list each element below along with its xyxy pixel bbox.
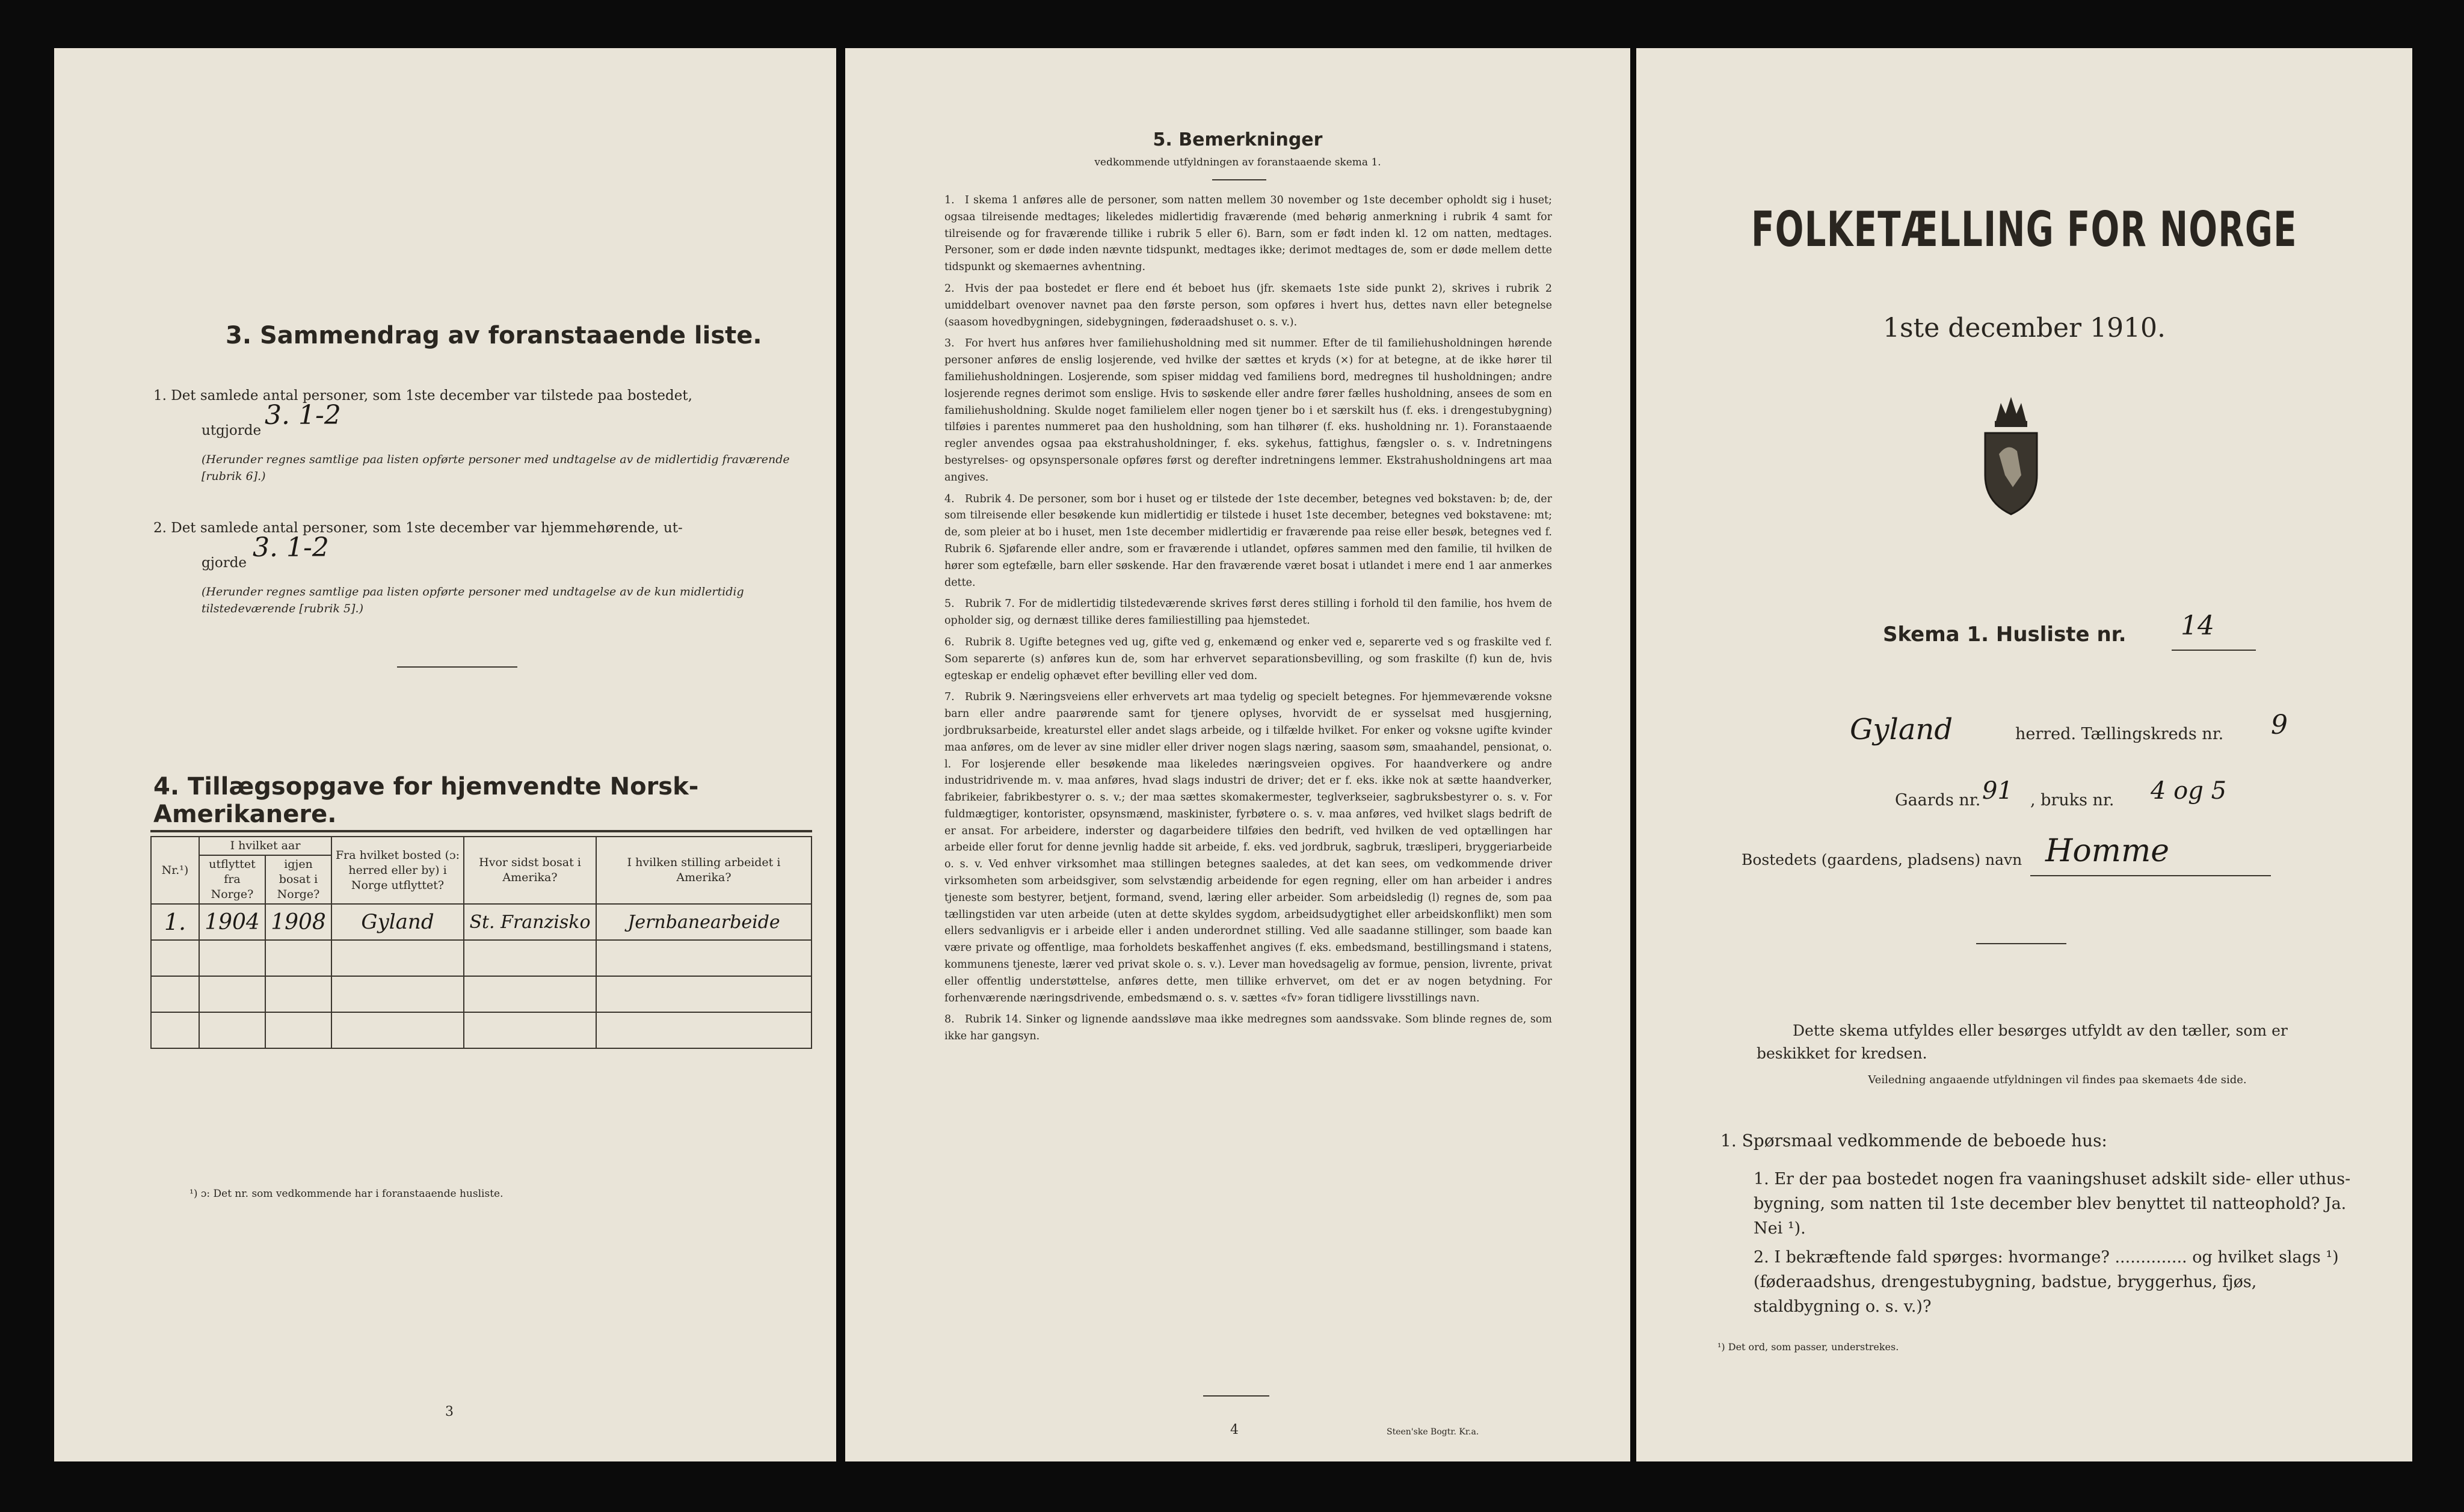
cell-returned: 1908 xyxy=(265,904,331,940)
intro-note: Veiledning angaaende utfyldningen vil findes paa skemaets 4de side. xyxy=(1868,1074,2247,1086)
remark-text: For hvert hus anføres hver familiehusholdning med sit nummer. Efter de til familiehusholdningen hørende personer anføres de enslig losjerende, ved hvilke der sættes et kryds (×) for at betegne, at de ikke hører til familiehusholdningen. Losjerende, som spiser middag ved familiens bord, medregnes til husholdningen; andre losjerende regnes derimot som enslige. Hvis to søskende eller andre fører fælles husholdning, ansees de som en familiehusholdning. Skulde noget familielem eller nogen tjener bo i et særskilt hus (f. eks. i drengestubygning) tilføies i parentes nummeret paa den husholdning, som han tilhører (f. eks. husholdning nr. 1). Foranstaaende regler anvendes ogsaa paa ekstrahusholdninger, f. eks. sykehus, fattighus, fængsler o. s. v. Indretningens bestyrelses- og opsynspersonale opføres først og derefter indretningens lemmer. Ekstrahusholdningens art maa angives. xyxy=(944,337,1552,484)
remark-text: I skema 1 anføres alle de personer, som natten mellem 30 november og 1ste december opholdt sig i huset; ogsaa tilreisende medtages; likeledes midlertidig fraværende (med behørig anmerkning i rubrik 4 samt for tilreisende og for fraværende tillike i rubrik 5 eller 6). Barn, som er født inden kl. 12 om natten, medtages. Personer, som er døde inden nævnte tidspunkt, medtages ikke; derimot medtages de, som er døde mellem dette tidspunkt og skemaernes avhentning. xyxy=(944,194,1552,274)
remark-paragraph xyxy=(944,596,1552,630)
remark-paragraph xyxy=(944,336,1552,486)
bosted-line xyxy=(2030,875,2271,876)
col-position: I hvilken stilling arbeidet i Amerika? xyxy=(596,837,812,904)
main-title: FOLKETÆLLING FOR NORGE xyxy=(1751,201,2297,257)
remark-paragraph xyxy=(944,689,1552,1007)
cell-position: Jernbanearbeide xyxy=(596,904,812,940)
col-from-where: Fra hvilket bosted (ɔ: herred eller by) i Norge utflyttet? xyxy=(331,837,464,904)
remark-number: 8. xyxy=(944,1013,955,1026)
remark-number: 3. xyxy=(944,337,955,350)
herred-value: Gyland xyxy=(1850,713,1953,746)
norsk-amerikanere-table xyxy=(150,836,812,1049)
cell-nr: 1. xyxy=(151,904,199,940)
page-middle xyxy=(845,48,1630,1461)
remark-text: Rubrik 4. De personer, som bor i huset og er tilstede der 1ste december, betegnes ved bokstaven: b; de, der som tilreisende eller besøkende kun midlertidig er tilstede i huset 1ste december, betegnes ved bokstavene: mt; de, som pleier at bo i huset, men 1ste december midlertidig er fraværende paa reise eller besøk, betegnes ved f. Rubrik 6. Sjøfarende eller andre, som er fraværende i utlandet, opføres sammen med den familie, til hvilken de hører som egtefælle, barn eller søskende. Har den fraværende været bosat i utlandet i mere end 1 aar anmerkes dette. xyxy=(944,493,1552,589)
skema-label: Skema 1. Husliste nr. xyxy=(1883,622,2127,647)
page-number: 3 xyxy=(445,1404,454,1419)
remark-text: Hvis der paa bostedet er flere end ét beboet hus (jfr. skemaets 1ste side punkt 2), skrives i rubrik 2 umiddelbart ovenover navnet paa den første person, som opføres i hvert hus, dettes navn eller betegnelse (saasom hovedbygningen, sidebygningen, føderaadshuset o. s. v.). xyxy=(944,282,1552,328)
remark-number: 1. xyxy=(944,194,955,206)
cell-emigrated: 1904 xyxy=(199,904,265,940)
divider xyxy=(1976,943,2066,944)
remark-paragraph xyxy=(944,635,1552,684)
printer-credit: Steen'ske Bogtr. Kr.a. xyxy=(1387,1427,1479,1437)
remark-paragraph xyxy=(944,192,1552,276)
summary-item-2-value: 3. 1-2 xyxy=(253,532,329,563)
remark-number: 5. xyxy=(944,598,955,610)
page-right xyxy=(1636,48,2412,1461)
right-footnote: ¹) Det ord, som passer, understrekes. xyxy=(1717,1341,1899,1353)
bruks-nr: 4 og 5 xyxy=(2151,777,2227,805)
bruks-label: , bruks nr. xyxy=(2030,791,2114,810)
section-3-title: 3. Sammendrag av foranstaaende liste. xyxy=(226,322,762,349)
remark-number: 2. xyxy=(944,282,955,295)
gaards-nr: 91 xyxy=(1982,777,2013,805)
remark-paragraph xyxy=(944,281,1552,331)
remark-number: 4. xyxy=(944,493,955,505)
question-1-2: 2. I bekræftende fald spørges: hvormange? .............. og hvilket slags ¹) (føderaadshus, drengestubygning, badstue, bryggerhus, fjøs, staldbygning o. s. v.)? xyxy=(1754,1248,2339,1316)
question-1-title: 1. Spørsmaal vedkommende de beboede hus: xyxy=(1720,1131,2107,1151)
table-top-rule xyxy=(150,830,812,832)
summary-item-2: 2. Det samlede antal personer, som 1ste december var hjemmehørende, ut- xyxy=(153,520,683,536)
summary-item-1-value: 3. 1-2 xyxy=(265,400,341,431)
divider xyxy=(1203,1395,1269,1397)
remark-paragraph xyxy=(944,1012,1552,1045)
col-emigrated: utflyttet fra Norge? xyxy=(199,855,265,904)
table-row xyxy=(151,904,812,940)
remark-text: Rubrik 14. Sinker og lignende aandssløve maa ikke medregnes som aandssvake. Som blinde regnes de, som ikke har gangsyn. xyxy=(944,1013,1552,1043)
divider xyxy=(397,666,517,668)
divider xyxy=(1212,179,1266,180)
col-year-group: I hvilket aar xyxy=(199,837,331,855)
question-1-1: 1. Er der paa bostedet nogen fra vaaningshuset adskilt side- eller uthus-bygning, som natten til 1ste december blev benyttet til natteophold? Ja. Nei ¹). xyxy=(1754,1170,2351,1238)
col-nr: Nr.¹) xyxy=(151,837,199,904)
census-date: 1ste december 1910. xyxy=(1882,313,2166,343)
bosted-label: Bostedets (gaardens, pladsens) navn xyxy=(1742,851,2022,868)
remark-number: 6. xyxy=(944,636,955,648)
table-row xyxy=(151,940,812,976)
remark-number: 7. xyxy=(944,691,955,704)
remark-text: Rubrik 7. For de midlertidig tilstedeværende skrives først deres stilling i forhold til den familie, hos hvem de opholder sig, og dernæst tillike deres familiestilling paa hjemstedet. xyxy=(944,598,1552,627)
gaards-label: Gaards nr. xyxy=(1895,791,1981,810)
remark-paragraph xyxy=(944,491,1552,592)
bemerkninger-subtitle: vedkommende utfyldningen av foranstaaende skema 1. xyxy=(1094,156,1381,168)
bemerkninger-title: 5. Bemerkninger xyxy=(1153,129,1323,150)
cell-from-where: Gyland xyxy=(331,904,464,940)
table-footnote: ¹) ɔ: Det nr. som vedkommende har i foranstaaende husliste. xyxy=(189,1188,504,1200)
col-returned: igjen bosat i Norge? xyxy=(265,855,331,904)
summary-item-1-prefix: utgjorde xyxy=(202,423,262,438)
summary-item-1-note: (Herunder regnes samtlige paa listen opførte personer med undtagelse av de midlertidig fraværende [rubrik 6].) xyxy=(202,453,790,483)
husliste-nr: 14 xyxy=(2181,610,2214,641)
remark-text: Rubrik 9. Næringsveiens eller erhvervets art maa tydelig og specielt betegnes. For hjemmeværende voksne barn eller andre paarørende samt for tjenere oplyses, hvorvidt de er sysselsat med husgjerning, jordbruksarbeide, kreaturstel eller andet slags arbeide, og i tilfælde hvilket. For enker og voksne ugifte kvinder maa anføres, om de lever av sine midler eller driver nogen slags næring, saasom søm, smaahandel, pensionat, o. l. For losjerende eller besøkende maa likeledes næringsveien opgives. For haandverkere og andre industridrivende m. v. maa anføres, hvad slags industri de driver; det er f. eks. ikke nok at sætte haandverker, fabrikeier, fabrikbestyrer o. s. v.; der maa sættes skomakermester, teglverkseier, sagbruksbestyrer o. s. v. For fuldmægtiger, kontorister, opsynsmænd, maskinister, fyrbøtere o. s. v. maa anføres, ved hvilket slags bedrift de er ansat. For arbeidere, inderster og dagarbeidere tilføies den bedrift, ved hvilken de ved optællingen har arbeide eller forut for denne jevnlig hadde sit arbeide, f. eks. ved jordbruk, sagbruk, træsliperi, bryggeriarbeide o. s. v. Ved enhver virksomhet maa stillingen betegnes saaledes, at det kan sees, om vedkommende driver virksomheten som arbeidsgiver, som selvstændig arbeidende for egen regning, eller om han arbeider i andres tjeneste som bestyrer, betjent, formand, svend, læring eller arbeider. Som arbeidsledig (l) regnes de, som paa tællingstiden var uten arbeide (uten at dette skyldes sygdom, arbeidsudygtighet eller arbeidskonflikt) men som ellers sedvanligvis er i arbeide eller i anden underordnet stilling. Ved alle saadanne stillinger, som baade kan være private og offentlige, maa forholdets beskaffenhet angives (f. eks. embedsmand, bestillingsmand i statens, kommunens tjeneste, lærer ved privat skole o. s. v.). Lever man hovedsagelig av formue, pension, livrente, privat eller offentlig understøttelse, anføres dette, men tillike erhvervet, om det er av nogen betydning. For forhenværende næringsdrivende, embedsmænd o. s. v. sættes «fv» foran tidligere livsstillings navn. xyxy=(944,691,1552,1004)
summary-item-1: 1. Det samlede antal personer, som 1ste december var tilstede paa bostedet, xyxy=(153,388,692,404)
section-4-title: 4. Tillægsopgave for hjemvendte Norsk-Amerikanere. xyxy=(153,773,699,828)
page-number: 4 xyxy=(1230,1422,1239,1437)
cell-last-residence: St. Franzisko xyxy=(464,904,596,940)
herred-label: herred. Tællingskreds nr. xyxy=(2015,725,2224,743)
col-last-residence: Hvor sidst bosat i Amerika? xyxy=(464,837,596,904)
summary-item-2-prefix: gjorde xyxy=(202,555,247,571)
husliste-line xyxy=(2172,650,2256,651)
coat-of-arms-icon xyxy=(1978,385,2044,517)
intro-text: Dette skema utfyldes eller besørges utfyldt av den tæller, som er beskikket for kredsen. xyxy=(1757,1022,2288,1062)
bosted-value: Homme xyxy=(2045,833,2170,869)
table-row xyxy=(151,976,812,1012)
table-row xyxy=(151,1012,812,1048)
bemerkninger-list xyxy=(944,192,1552,1050)
page-left xyxy=(54,48,836,1461)
summary-item-2-note: (Herunder regnes samtlige paa listen opførte personer med undtagelse av de kun midlertidig tilstedeværende [rubrik 5].) xyxy=(202,585,744,615)
kreds-nr: 9 xyxy=(2271,710,2288,740)
remark-text: Rubrik 8. Ugifte betegnes ved ug, gifte ved g, enkemænd og enker ved e, separerte ved s og fraskilte ved f. Som separerte (s) anføres kun de, som har erhvervet separationsbevilling, og som fraskilte (f) kun de, hvis egteskap er endelig ophævet efter bevilling eller ved dom. xyxy=(944,636,1552,682)
